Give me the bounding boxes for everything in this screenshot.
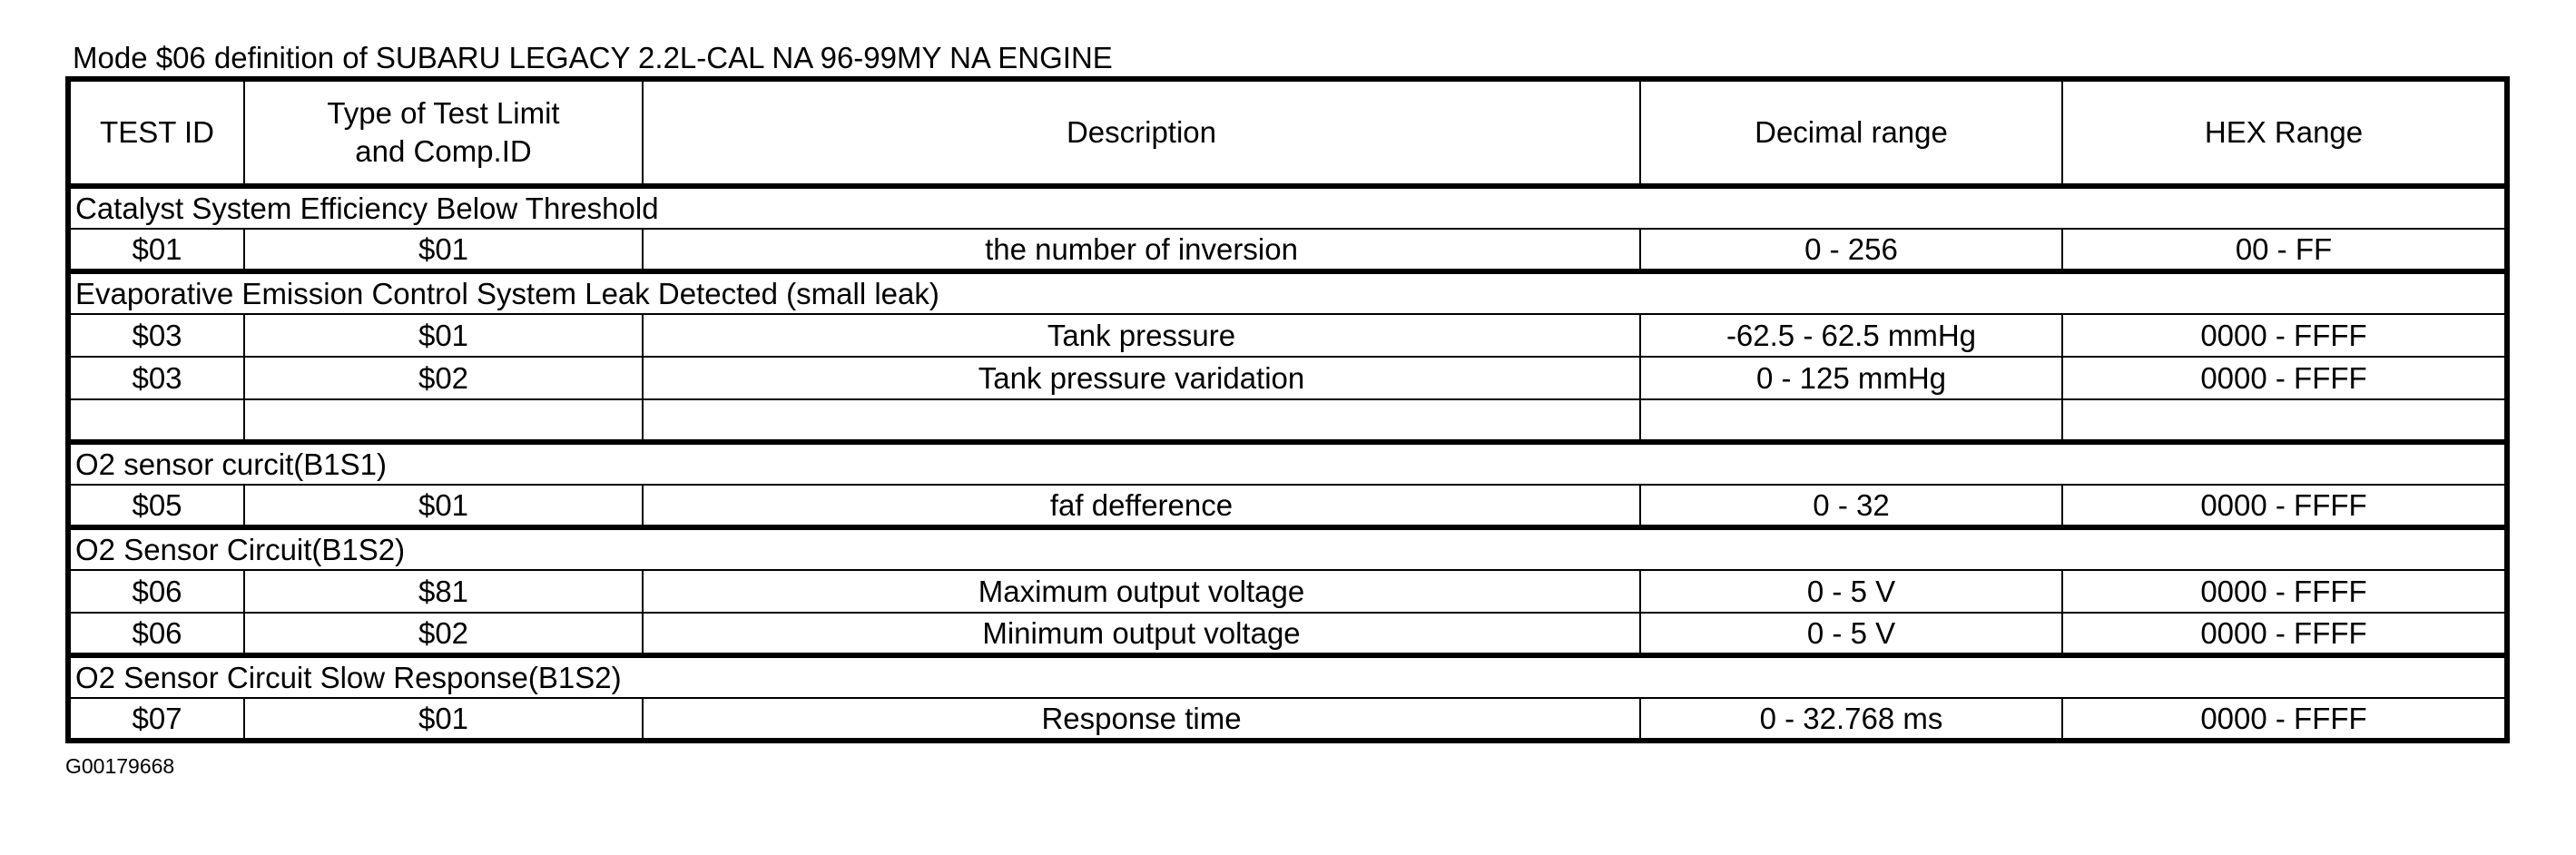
header-type-line-1: Type of Test Limit (327, 96, 560, 130)
document-title: Mode $06 definition of SUBARU LEGACY 2.2L-CAL NA 96-99MY NA ENGINE (73, 41, 1113, 74)
header-test-id: TEST ID (68, 79, 244, 186)
header-type-line-2: and Comp.ID (355, 134, 532, 168)
cell-type: $01 (244, 229, 643, 271)
header-decimal-range: Decimal range (1640, 79, 2062, 186)
cell-type (244, 399, 643, 442)
cell-test-id: $03 (68, 357, 244, 399)
header-description: Description (643, 79, 1640, 186)
header-type-of-test-limit (244, 79, 643, 186)
cell-decimal-range: 0 - 32.768 ms (1640, 698, 2062, 741)
cell-type: $81 (244, 570, 643, 613)
section-title: O2 sensor curcit(B1S1) (68, 442, 2507, 485)
cell-description: Minimum output voltage (643, 613, 1640, 655)
header-row (68, 79, 2507, 186)
section-title: O2 Sensor Circuit(B1S2) (68, 527, 2507, 570)
cell-type: $01 (244, 698, 643, 741)
section-title: Catalyst System Efficiency Below Threshold (68, 186, 2507, 229)
cell-decimal-range: -62.5 - 62.5 mmHg (1640, 314, 2062, 357)
section-row (68, 527, 2507, 570)
cell-decimal-range (1640, 399, 2062, 442)
section-row (68, 442, 2507, 485)
table-row (68, 485, 2507, 527)
cell-type: $02 (244, 613, 643, 655)
table-row (68, 613, 2507, 655)
cell-description: faf defference (643, 485, 1640, 527)
cell-decimal-range: 0 - 5 V (1640, 570, 2062, 613)
cell-decimal-range: 0 - 5 V (1640, 613, 2062, 655)
cell-decimal-range: 0 - 32 (1640, 485, 2062, 527)
cell-hex-range: 0000 - FFFF (2062, 570, 2507, 613)
mode06-table (65, 76, 2510, 743)
cell-type: $01 (244, 314, 643, 357)
cell-hex-range: 0000 - FFFF (2062, 314, 2507, 357)
cell-test-id: $06 (68, 613, 244, 655)
cell-description: the number of inversion (643, 229, 1640, 271)
cell-type: $02 (244, 357, 643, 399)
section-title: O2 Sensor Circuit Slow Response(B1S2) (68, 655, 2507, 698)
header-hex-range: HEX Range (2062, 79, 2507, 186)
table-row (68, 229, 2507, 271)
cell-type: $01 (244, 485, 643, 527)
cell-test-id: $03 (68, 314, 244, 357)
cell-description: Response time (643, 698, 1640, 741)
table-row (68, 698, 2507, 741)
cell-description (643, 399, 1640, 442)
cell-hex-range: 0000 - FFFF (2062, 613, 2507, 655)
section-title: Evaporative Emission Control System Leak Detected (small leak) (68, 271, 2507, 314)
cell-hex-range (2062, 399, 2507, 442)
table-row (68, 357, 2507, 399)
cell-hex-range: 0000 - FFFF (2062, 698, 2507, 741)
cell-test-id: $06 (68, 570, 244, 613)
cell-hex-range: 0000 - FFFF (2062, 485, 2507, 527)
cell-test-id: $05 (68, 485, 244, 527)
section-row (68, 655, 2507, 698)
cell-decimal-range: 0 - 256 (1640, 229, 2062, 271)
section-row (68, 271, 2507, 314)
cell-hex-range: 00 - FF (2062, 229, 2507, 271)
cell-hex-range: 0000 - FFFF (2062, 357, 2507, 399)
cell-test-id: $07 (68, 698, 244, 741)
cell-description: Tank pressure (643, 314, 1640, 357)
table-row (68, 570, 2507, 613)
section-row (68, 186, 2507, 229)
cell-test-id (68, 399, 244, 442)
table-row (68, 314, 2507, 357)
cell-description: Tank pressure varidation (643, 357, 1640, 399)
cell-test-id: $01 (68, 229, 244, 271)
cell-decimal-range: 0 - 125 mmHg (1640, 357, 2062, 399)
table-row-empty (68, 399, 2507, 442)
figure-id: G00179668 (65, 754, 175, 778)
cell-description: Maximum output voltage (643, 570, 1640, 613)
